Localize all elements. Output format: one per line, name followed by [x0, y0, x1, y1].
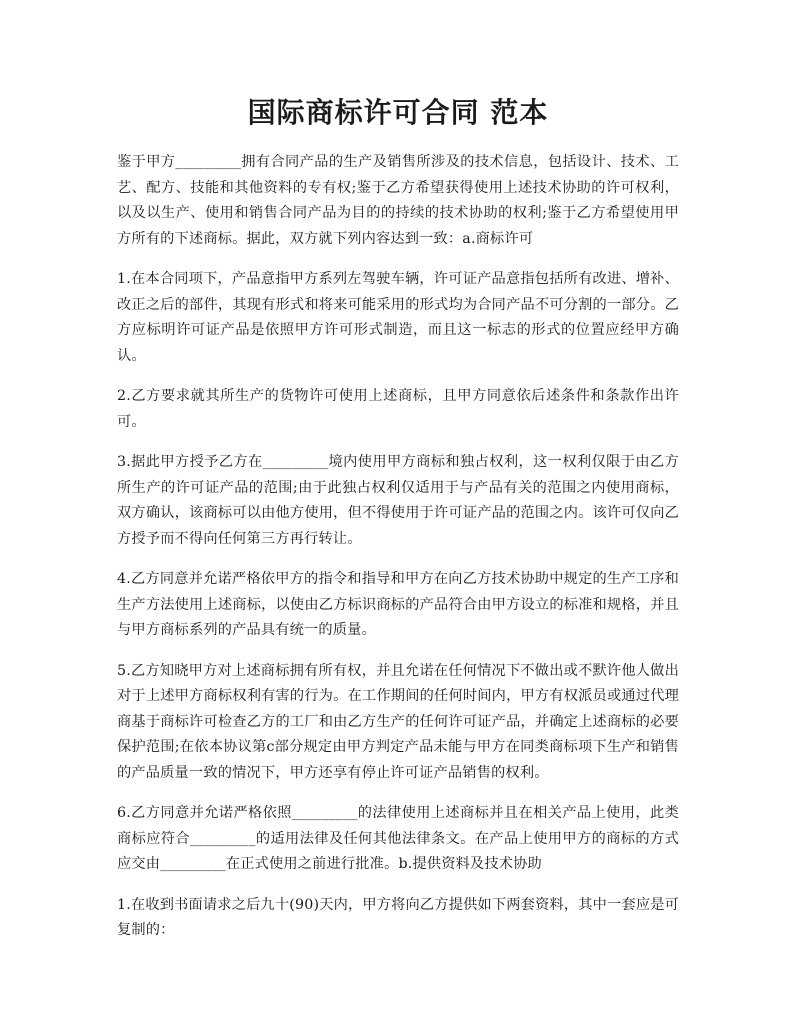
document-body: [117, 150, 679, 959]
paragraph-a3: 3.据此甲方授予乙方在_________境内使用甲方商标和独占权利，这一权利仅限于由乙方所生产的许可证产品的范围;由于此独占权利仅适用于与产品有关的范围之内使用商标，双方确认，该商标可以由他方使用，但不得使用于许可证产品的范围之内。该许可仅向乙方授予而不得向任何第三方再行转让。: [117, 454, 679, 547]
paragraph-a4: 4.乙方同意并允诺严格依甲方的指令和指导和甲方在向乙方技术协助中规定的生产工序和生产方法使用上述商标，以使由乙方标识商标的产品符合由甲方设立的标准和规格，并且与甲方商标系列的产品具有统一的质量。: [117, 571, 679, 638]
paragraph-a1: 1.在本合同项下，产品意指甲方系列左驾驶车辆，许可证产品意指包括所有改进、增补、改正之后的部件，其现有形式和将来可能采用的形式均为合同产品不可分割的一部分。乙方应标明许可证产品是依照甲方许可形式制造，而且这一标志的形式的位置应经甲方确认。: [117, 271, 679, 364]
paragraph-preamble: 鉴于甲方_________拥有合同产品的生产及销售所涉及的技术信息，包括设计、技术、工艺、配方、技能和其他资料的专有权;鉴于乙方希望获得使用上述技术协助的许可权利，以及以生产、使用和销售合同产品为目的的持续的技术协助的权利;鉴于乙方希望使用甲方所有的下述商标。据此，双方就下列内容达到一致：a.商标许可: [117, 154, 679, 247]
paragraph-a5: 5.乙方知晓甲方对上述商标拥有所有权，并且允诺在任何情况下不做出或不默许他人做出对于上述甲方商标权利有害的行为。在工作期间的任何时间内，甲方有权派员或通过代理商基于商标许可检查乙方的工厂和由乙方生产的任何许可证产品，并确定上述商标的必要保护范围;在依本协议第c部分规定由甲方判定产品未能与甲方在同类商标项下生产和销售的产品质量一致的情况下，甲方还享有停止许可证产品销售的权利。: [117, 662, 679, 781]
paragraph-a2: 2.乙方要求就其所生产的货物许可使用上述商标，且甲方同意依后述条件和条款作出许可。: [117, 388, 679, 430]
paragraph-a6: 6.乙方同意并允诺严格依照_________的法律使用上述商标并且在相关产品上使用，此类商标应符合_________的适用法律及任何其他法律条文。在产品上使用甲方的商标的方式应交由_________在正式使用之前进行批准。b.提供资料及技术协助: [117, 805, 679, 872]
paragraph-b1: 1.在收到书面请求之后九十(90)天内，甲方将向乙方提供如下两套资料，其中一套应是可复制的：: [117, 896, 679, 938]
document-title: 国际商标许可合同 范本: [247, 96, 549, 129]
